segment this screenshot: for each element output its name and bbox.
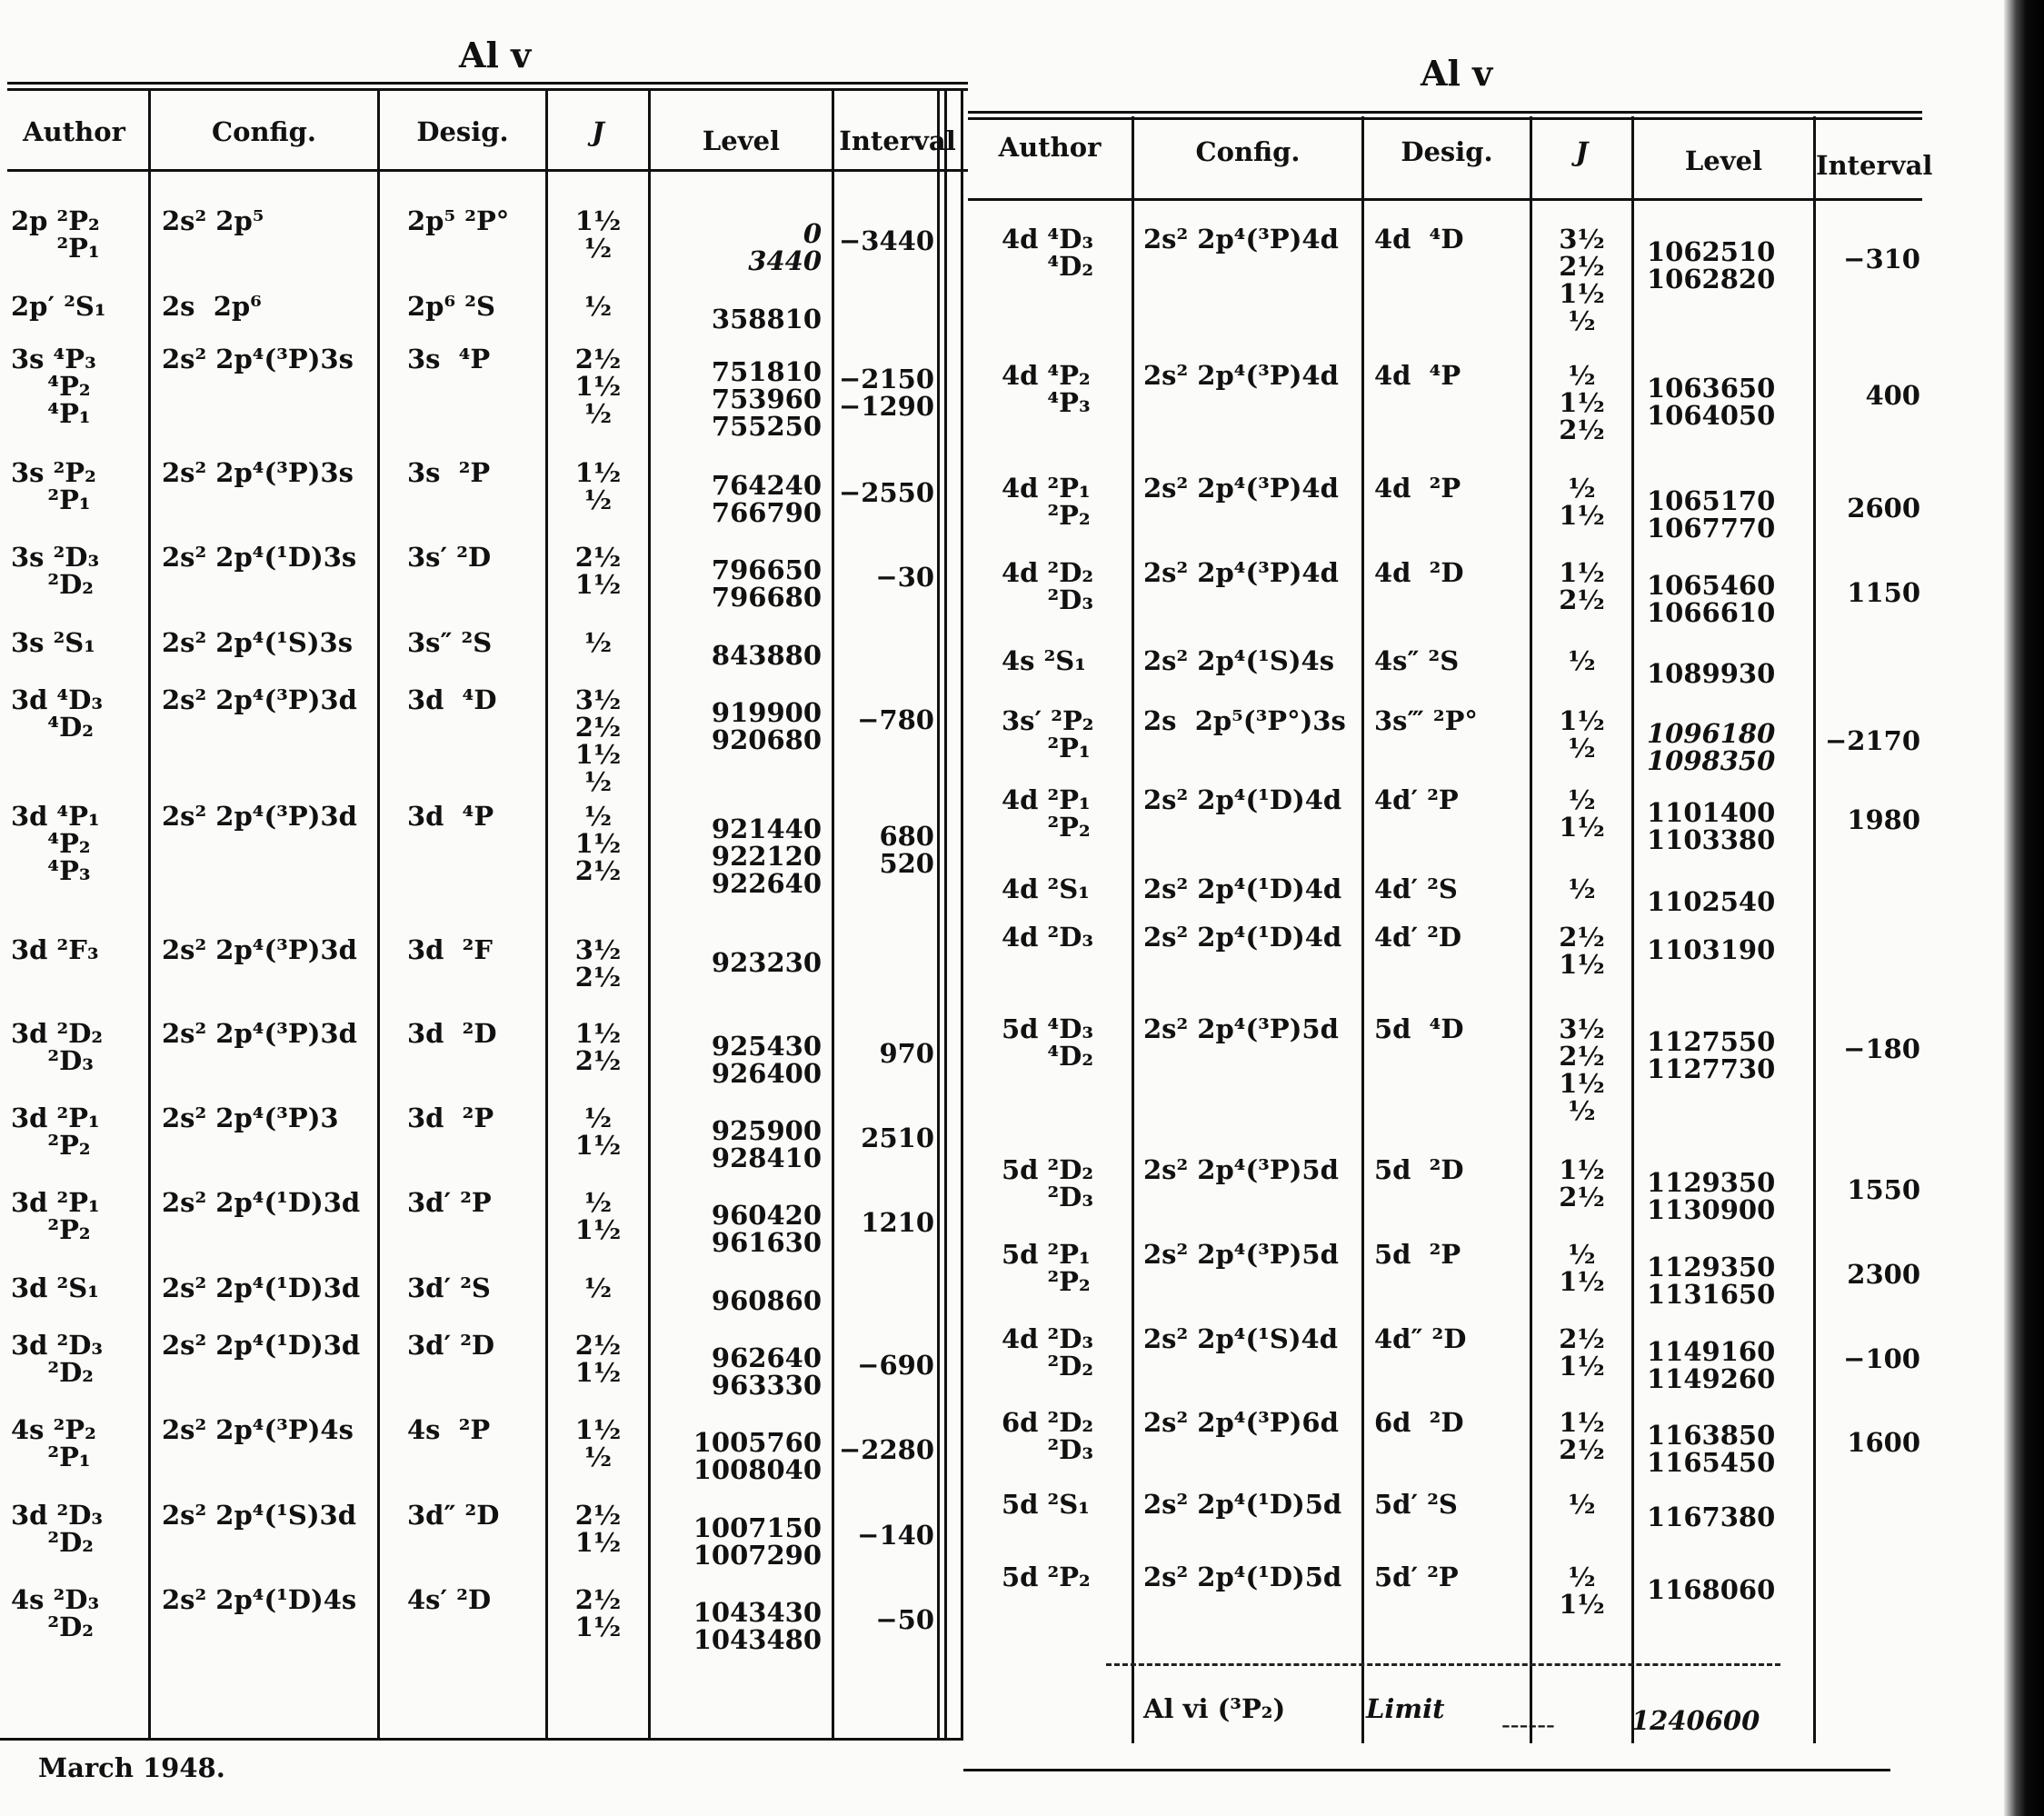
left-row-14-j: 2½ 1½: [574, 1330, 622, 1388]
right-row-3-desig: 4d ²P: [1374, 473, 1461, 504]
left-row-13-author: 3d ²S₁: [11, 1272, 99, 1303]
right-row-3-config: 2s² 2p⁴(³P)4d: [1143, 473, 1339, 504]
left-row-5-author: 3s ²D₃ ²D₂: [11, 542, 100, 600]
right-header-rule: [968, 198, 1922, 201]
right-row-3-interval: 2600: [1847, 493, 1920, 524]
left-row-17-interval: −50: [875, 1604, 934, 1635]
left-row-12-author: 3d ²P₁ ²P₂: [11, 1187, 100, 1245]
left-row-8-desig: 3d ⁴P: [407, 801, 494, 832]
limit-config: Al vi (³P₂): [1143, 1693, 1286, 1724]
left-row-8-interval: 680 520: [879, 821, 934, 879]
left-row-16-desig: 3d″ ²D: [407, 1500, 500, 1531]
left-row-4-level: 764240 766790: [711, 470, 822, 528]
left-row-5-level: 796650 796680: [711, 554, 822, 613]
limit-level: 1240600: [1631, 1705, 1760, 1736]
right-row-9-j: 2½ 1½: [1559, 922, 1605, 980]
right-col-sep-4: [1631, 116, 1634, 1743]
right-row-16-j: ½ 1½: [1559, 1562, 1605, 1620]
right-row-4-config: 2s² 2p⁴(³P)4d: [1143, 557, 1339, 588]
left-row-14-config: 2s² 2p⁴(¹D)3d: [162, 1330, 361, 1361]
right-row-9-config: 2s² 2p⁴(¹D)4d: [1143, 922, 1342, 953]
left-row-1-author: 2p ²P₂ ²P₁: [11, 205, 100, 264]
left-row-8-config: 2s² 2p⁴(³P)3d: [162, 801, 357, 832]
left-row-2-author: 2p′ ²S₁: [11, 291, 106, 322]
left-row-16-author: 3d ²D₃ ²D₂: [11, 1500, 104, 1558]
left-header-rule: [7, 169, 968, 172]
right-row-14-desig: 6d ²D: [1374, 1407, 1464, 1438]
right-row-13-author: 4d ²D₃ ²D₂: [1002, 1323, 1094, 1382]
left-row-9-level: 923230: [711, 947, 822, 978]
right-row-5-j: ½: [1568, 645, 1596, 676]
right-row-10-level: 1127550 1127730: [1647, 1026, 1776, 1084]
right-row-14-config: 2s² 2p⁴(³P)6d: [1143, 1407, 1339, 1438]
left-row-5-j: 2½ 1½: [574, 542, 622, 600]
left-row-2-level: 358810: [711, 304, 822, 334]
right-row-9-desig: 4d′ ²D: [1374, 922, 1462, 953]
right-row-5-desig: 4s″ ²S: [1374, 645, 1460, 676]
left-row-17-level: 1043430 1043480: [693, 1597, 822, 1655]
left-row-6-author: 3s ²S₁: [11, 627, 95, 658]
left-row-3-level: 751810 753960 755250: [711, 356, 822, 442]
left-header-config: Config.: [212, 116, 316, 147]
right-row-11-j: 1½ 2½: [1559, 1154, 1605, 1212]
left-row-15-desig: 4s ²P: [407, 1414, 491, 1445]
left-row-7-level: 919900 920680: [711, 697, 822, 755]
right-row-7-config: 2s² 2p⁴(¹D)4d: [1143, 784, 1342, 815]
right-col-sep-5: [1813, 116, 1816, 1743]
right-row-4-level: 1065460 1066610: [1647, 570, 1776, 628]
left-row-15-config: 2s² 2p⁴(³P)4s: [162, 1414, 354, 1445]
left-col-sep-1: [148, 89, 151, 1739]
right-row-10-config: 2s² 2p⁴(³P)5d: [1143, 1013, 1339, 1044]
right-row-4-j: 1½ 2½: [1559, 557, 1605, 615]
right-row-7-interval: 1980: [1847, 804, 1920, 835]
left-row-17-config: 2s² 2p⁴(¹D)4s: [162, 1584, 357, 1615]
left-header-author: Author: [23, 116, 125, 147]
right-row-6-interval: −2170: [1824, 725, 1920, 756]
left-row-9-desig: 3d ²F: [407, 934, 493, 965]
right-bottom-rule: [963, 1769, 1890, 1771]
left-row-9-author: 3d ²F₃: [11, 934, 99, 965]
right-row-10-author: 5d ⁴D₃ ⁴D₂: [1002, 1013, 1094, 1072]
left-row-16-config: 2s² 2p⁴(¹S)3d: [162, 1500, 357, 1531]
left-row-7-config: 2s² 2p⁴(³P)3d: [162, 684, 357, 715]
left-row-10-interval: 970: [879, 1038, 934, 1069]
right-row-11-interval: 1550: [1847, 1174, 1920, 1205]
left-row-14-interval: −690: [857, 1350, 934, 1381]
left-row-13-config: 2s² 2p⁴(¹D)3d: [162, 1272, 361, 1303]
right-header-level: Level: [1684, 145, 1763, 176]
right-row-12-j: ½ 1½: [1559, 1239, 1605, 1297]
right-row-9-author: 4d ²D₃: [1002, 922, 1094, 953]
left-row-3-desig: 3s ⁴P: [407, 344, 491, 374]
right-table-title: Al v: [1421, 53, 1493, 94]
right-row-12-level: 1129350 1131650: [1647, 1252, 1776, 1310]
left-row-7-interval: −780: [857, 704, 934, 735]
right-row-13-level: 1149160 1149260: [1647, 1336, 1776, 1394]
right-row-3-j: ½ 1½: [1559, 473, 1605, 531]
right-row-6-desig: 3s‴ ²P°: [1374, 705, 1478, 736]
left-row-1-j: 1½ ½: [574, 205, 622, 264]
left-row-14-desig: 3d′ ²D: [407, 1330, 495, 1361]
left-row-2-config: 2s 2p⁶: [162, 291, 262, 322]
left-row-1-interval: −3440: [838, 225, 934, 256]
left-row-5-desig: 3s′ ²D: [407, 542, 492, 573]
left-row-7-desig: 3d ⁴D: [407, 684, 497, 715]
left-row-13-level: 960860: [711, 1285, 822, 1316]
right-header-interval: Interval: [1816, 150, 1933, 181]
right-row-12-config: 2s² 2p⁴(³P)5d: [1143, 1239, 1339, 1270]
left-bottom-rule: [0, 1738, 963, 1741]
right-row-11-author: 5d ²D₂ ²D₃: [1002, 1154, 1094, 1212]
right-row-16-config: 2s² 2p⁴(¹D)5d: [1143, 1562, 1342, 1592]
right-row-1-config: 2s² 2p⁴(³P)4d: [1143, 224, 1339, 254]
left-row-16-interval: −140: [857, 1520, 934, 1551]
left-row-12-config: 2s² 2p⁴(¹D)3d: [162, 1187, 361, 1218]
left-header-desig: Desig.: [416, 116, 509, 147]
left-row-5-config: 2s² 2p⁴(¹D)3s: [162, 542, 357, 573]
right-header-desig: Desig.: [1401, 136, 1493, 167]
left-header-level: Level: [702, 125, 781, 156]
right-col-sep-2: [1361, 116, 1364, 1743]
left-row-7-author: 3d ⁴D₃ ⁴D₂: [11, 684, 104, 743]
left-row-15-interval: −2280: [838, 1434, 934, 1465]
left-row-3-interval: −2150 −1290: [838, 364, 934, 422]
left-row-8-j: ½ 1½ 2½: [574, 801, 622, 886]
left-row-11-desig: 3d ²P: [407, 1103, 494, 1133]
right-row-12-author: 5d ²P₁ ²P₂: [1002, 1239, 1091, 1297]
left-row-13-j: ½: [583, 1272, 613, 1303]
left-row-11-author: 3d ²P₁ ²P₂: [11, 1103, 100, 1161]
left-row-4-desig: 3s ²P: [407, 457, 491, 488]
center-double-rule-b: [944, 89, 947, 1739]
left-row-3-j: 2½ 1½ ½: [574, 344, 622, 429]
right-row-6-author: 3s′ ²P₂ ²P₁: [1002, 705, 1094, 763]
right-row-8-author: 4d ²S₁: [1002, 873, 1090, 904]
left-row-4-author: 3s ²P₂ ²P₁: [11, 457, 96, 515]
left-row-9-config: 2s² 2p⁴(³P)3d: [162, 934, 357, 965]
left-row-11-j: ½ 1½: [574, 1103, 622, 1161]
right-row-5-level: 1089930: [1647, 658, 1776, 689]
right-top-rule: [968, 111, 1922, 114]
footer-date: March 1948.: [38, 1752, 225, 1783]
left-row-13-desig: 3d′ ²S: [407, 1272, 491, 1303]
left-row-10-desig: 3d ²D: [407, 1018, 497, 1049]
left-col-sep-6: [961, 89, 963, 1739]
left-row-5-interval: −30: [875, 562, 934, 593]
left-row-4-j: 1½ ½: [574, 457, 622, 515]
left-table-title: Al v: [459, 35, 532, 75]
right-row-4-desig: 4d ²D: [1374, 557, 1464, 588]
left-col-sep-3: [545, 89, 548, 1739]
left-row-1-level: 0 3440: [748, 218, 822, 276]
left-row-3-config: 2s² 2p⁴(³P)3s: [162, 344, 354, 374]
right-row-14-j: 1½ 2½: [1559, 1407, 1605, 1465]
right-row-9-level: 1103190: [1647, 934, 1776, 965]
right-row-4-author: 4d ²D₂ ²D₃: [1002, 557, 1094, 615]
left-row-11-config: 2s² 2p⁴(³P)3: [162, 1103, 339, 1133]
left-row-11-interval: 2510: [861, 1123, 934, 1153]
right-row-7-j: ½ 1½: [1559, 784, 1605, 843]
right-row-1-interval: −310: [1843, 244, 1920, 274]
left-row-9-j: 3½ 2½: [574, 934, 622, 993]
right-row-15-author: 5d ²S₁: [1002, 1489, 1090, 1520]
right-row-14-interval: 1600: [1847, 1427, 1920, 1458]
left-row-14-level: 962640 963330: [711, 1342, 822, 1401]
left-row-12-level: 960420 961630: [711, 1200, 822, 1258]
left-row-17-j: 2½ 1½: [574, 1584, 622, 1642]
left-row-8-author: 3d ⁴P₁ ⁴P₂ ⁴P₃: [11, 801, 100, 886]
left-row-17-author: 4s ²D₃ ²D₂: [11, 1584, 100, 1642]
left-row-12-desig: 3d′ ²P: [407, 1187, 492, 1218]
right-row-5-config: 2s² 2p⁴(¹S)4s: [1143, 645, 1335, 676]
right-row-1-desig: 4d ⁴D: [1374, 224, 1464, 254]
right-header-config: Config.: [1195, 136, 1301, 167]
right-row-7-desig: 4d′ ²P: [1374, 784, 1459, 815]
right-row-1-j: 3½ 2½ 1½ ½: [1559, 224, 1605, 336]
right-row-2-level: 1063650 1064050: [1647, 373, 1776, 431]
left-row-12-j: ½ 1½: [574, 1187, 622, 1245]
right-row-4-interval: 1150: [1847, 577, 1920, 608]
left-row-4-interval: −2550: [838, 477, 934, 508]
right-row-3-author: 4d ²P₁ ²P₂: [1002, 473, 1091, 531]
right-row-15-config: 2s² 2p⁴(¹D)5d: [1143, 1489, 1342, 1520]
left-row-6-level: 843880: [711, 640, 822, 671]
right-row-8-desig: 4d′ ²S: [1374, 873, 1458, 904]
left-row-10-config: 2s² 2p⁴(³P)3d: [162, 1018, 357, 1049]
limit-dashed-rule: [1106, 1663, 1780, 1666]
left-row-12-interval: 1210: [861, 1207, 934, 1238]
limit-j: ------: [1501, 1709, 1555, 1740]
right-row-15-j: ½: [1568, 1489, 1596, 1520]
right-row-2-config: 2s² 2p⁴(³P)4d: [1143, 360, 1339, 391]
right-row-8-config: 2s² 2p⁴(¹D)4d: [1143, 873, 1342, 904]
right-row-7-author: 4d ²P₁ ²P₂: [1002, 784, 1091, 843]
right-row-15-level: 1167380: [1647, 1502, 1776, 1532]
right-header-author: Author: [998, 132, 1102, 163]
right-row-2-author: 4d ⁴P₂ ⁴P₃: [1002, 360, 1091, 418]
left-row-2-desig: 2p⁶ ²S: [407, 291, 495, 322]
right-header-j: J: [1575, 136, 1589, 167]
right-row-8-level: 1102540: [1647, 886, 1776, 917]
left-top-rule-2: [7, 88, 968, 91]
right-row-16-author: 5d ²P₂: [1002, 1562, 1091, 1592]
left-row-14-author: 3d ²D₃ ²D₂: [11, 1330, 104, 1388]
right-row-12-desig: 5d ²P: [1374, 1239, 1461, 1270]
right-top-rule-2: [968, 117, 1922, 120]
left-row-15-level: 1005760 1008040: [693, 1427, 822, 1485]
left-row-11-level: 925900 928410: [711, 1115, 822, 1173]
left-row-6-j: ½: [583, 627, 613, 658]
right-row-12-interval: 2300: [1847, 1259, 1920, 1290]
right-row-10-desig: 5d ⁴D: [1374, 1013, 1464, 1044]
right-row-1-level: 1062510 1062820: [1647, 236, 1776, 294]
right-row-16-level: 1168060: [1647, 1574, 1776, 1605]
right-row-16-desig: 5d′ ²P: [1374, 1562, 1459, 1592]
right-row-8-j: ½: [1568, 873, 1596, 904]
left-row-15-j: 1½ ½: [574, 1414, 622, 1472]
left-row-15-author: 4s ²P₂ ²P₁: [11, 1414, 96, 1472]
right-row-14-level: 1163850 1165450: [1647, 1420, 1776, 1478]
left-row-10-author: 3d ²D₂ ²D₃: [11, 1018, 104, 1076]
left-row-10-j: 1½ 2½: [574, 1018, 622, 1076]
left-row-4-config: 2s² 2p⁴(³P)3s: [162, 457, 354, 488]
right-col-sep-1: [1132, 116, 1134, 1743]
right-row-6-config: 2s 2p⁵(³P°)3s: [1143, 705, 1346, 736]
right-row-10-interval: −180: [1843, 1033, 1920, 1064]
right-row-1-author: 4d ⁴D₃ ⁴D₂: [1002, 224, 1094, 282]
right-row-14-author: 6d ²D₂ ²D₃: [1002, 1407, 1094, 1465]
right-row-11-config: 2s² 2p⁴(³P)5d: [1143, 1154, 1339, 1185]
right-row-2-interval: 400: [1865, 380, 1920, 411]
left-row-6-config: 2s² 2p⁴(¹S)3s: [162, 627, 354, 658]
right-row-13-config: 2s² 2p⁴(¹S)4d: [1143, 1323, 1339, 1354]
left-row-1-config: 2s² 2p⁵: [162, 205, 264, 236]
right-row-13-desig: 4d″ ²D: [1374, 1323, 1467, 1354]
right-row-2-j: ½ 1½ 2½: [1559, 360, 1605, 445]
right-row-6-level: 1096180 1098350: [1647, 718, 1776, 776]
left-header-interval: Interval: [839, 125, 956, 156]
right-row-7-level: 1101400 1103380: [1647, 797, 1776, 855]
right-row-5-author: 4s ²S₁: [1002, 645, 1086, 676]
left-row-8-level: 921440 922120 922640: [711, 813, 822, 899]
left-row-6-desig: 3s″ ²S: [407, 627, 493, 658]
left-col-sep-2: [377, 89, 380, 1739]
right-row-15-desig: 5d′ ²S: [1374, 1489, 1458, 1520]
right-row-11-desig: 5d ²D: [1374, 1154, 1464, 1185]
left-header-j: J: [592, 116, 604, 147]
left-top-rule: [7, 82, 968, 85]
left-row-1-desig: 2p⁵ ²P°: [407, 205, 510, 236]
right-row-13-j: 2½ 1½: [1559, 1323, 1605, 1382]
left-row-3-author: 3s ⁴P₃ ⁴P₂ ⁴P₁: [11, 344, 96, 429]
left-row-16-level: 1007150 1007290: [693, 1512, 822, 1571]
limit-desig: Limit: [1366, 1693, 1445, 1724]
right-row-13-interval: −100: [1843, 1343, 1920, 1374]
right-row-10-j: 3½ 2½ 1½ ½: [1559, 1013, 1605, 1126]
left-row-17-desig: 4s′ ²D: [407, 1584, 492, 1615]
left-row-16-j: 2½ 1½: [574, 1500, 622, 1558]
center-double-rule-a: [937, 89, 940, 1739]
right-row-2-desig: 4d ⁴P: [1374, 360, 1461, 391]
right-row-11-level: 1129350 1130900: [1647, 1167, 1776, 1225]
page-edge-shadow: [2004, 0, 2044, 1816]
left-row-10-level: 925430 926400: [711, 1031, 822, 1089]
right-row-6-j: 1½ ½: [1559, 705, 1605, 763]
right-row-3-level: 1065170 1067770: [1647, 485, 1776, 544]
left-col-sep-5: [832, 89, 834, 1739]
left-row-7-j: 3½ 2½ 1½ ½: [574, 684, 622, 797]
left-col-sep-4: [648, 89, 651, 1739]
left-row-2-j: ½: [583, 291, 613, 322]
